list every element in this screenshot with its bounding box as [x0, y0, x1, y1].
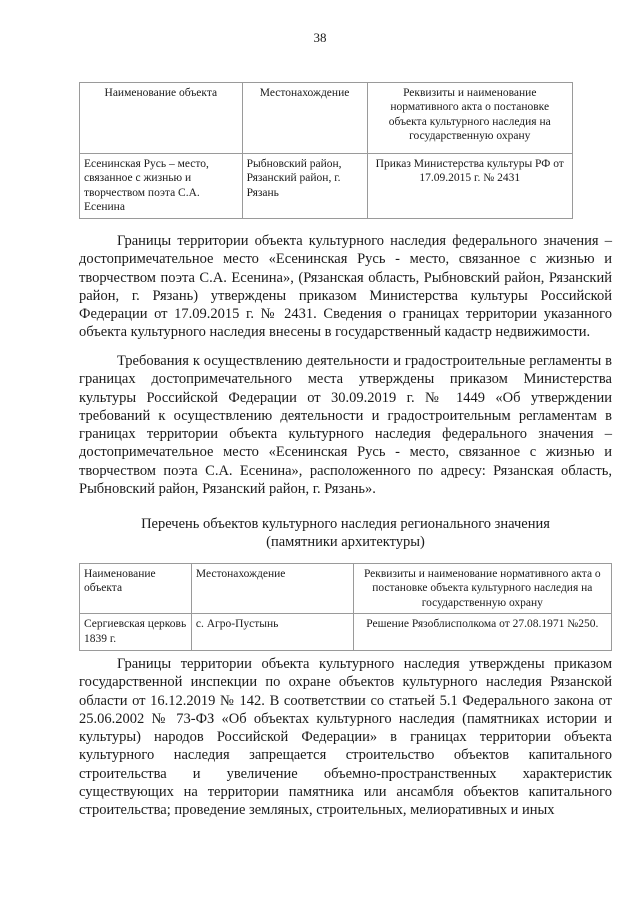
section-title-line: Перечень объектов культурного наследия регионального значения: [141, 516, 550, 532]
cell-location: Рыбновский район, Рязанский район, г. Рязань: [242, 154, 367, 219]
cell-object-name: Есенинская Русь – место, связанное с жизнью и творчеством поэта С.А. Есенина: [80, 154, 243, 219]
table-header-row: [80, 83, 573, 154]
header-object-name: Наименование объекта: [80, 83, 243, 154]
cell-location: с. Агро-Пустынь: [191, 614, 353, 651]
table-header-row: [80, 564, 612, 614]
header-location: Местонахождение: [191, 564, 353, 614]
section-title: [79, 515, 612, 552]
paragraph-text: Границы территории объекта культурного наследия утверждены приказом государственной инспекции по охране объектов культурного наследия Рязанской области от 16.12.2019 № 142. В соответствии со статьей 5.1 Федерального закона от 25.06.2002 № 73-ФЗ «Об объектах культурного наследия (памятниках истории и культуры) народов Российской Федерации» в границах территории объекта культурного наследия запрещается строительство объектов капитального строительства и увеличение объемно-пространственных характеристик существующих на территории памятника или ансамбля объектов капитального строительства; проведение земляных, строительных, мелиоративных и иных: [79, 656, 612, 819]
header-act: Реквизиты и наименование нормативного акта о постановке объекта культурного наследия на государственную охрану: [367, 83, 573, 154]
paragraph-regional-boundaries: [79, 655, 612, 820]
table-row: [80, 614, 612, 651]
header-act: Реквизиты и наименование нормативного акта о постановке объекта культурного наследия на государственную охрану: [353, 564, 611, 614]
cell-act: Приказ Министерства культуры РФ от 17.09.2015 г. № 2431: [367, 154, 573, 219]
section-subtitle-line: (памятники архитектуры): [266, 534, 425, 551]
cell-object-name: Сергиевская церковь 1839 г.: [80, 614, 192, 651]
header-location: Местонахождение: [242, 83, 367, 154]
page-number: 38: [313, 30, 327, 45]
cell-act: Решение Рязоблисполкома от 27.08.1971 №250.: [353, 614, 611, 651]
paragraph-requirements: [79, 352, 612, 498]
header-object-name: Наименование объекта: [80, 564, 192, 614]
table-row: [80, 154, 573, 219]
paragraph-federal-boundaries: [79, 232, 612, 342]
paragraph-text: Требования к осуществлению деятельности и градостроительные регламенты в границах достопримечательного места утверждены приказом Министерства культуры Российской Федерации от 30.09.2019 г. № 1449 «Об утверждении требований к осуществлению деятельности и градостроительным регламентам в границах территории объекта культурного наследия федерального значения – достопримечательное место «Есенинская Русь - место, связанное с жизнью и творчеством поэта С.А. Есенина», расположенного по адресу: Рязанская область, Рыбновский район, Рязанский район, г. Рязань».: [79, 353, 612, 498]
heritage-regional-table: [79, 563, 612, 651]
paragraph-text: Границы территории объекта культурного наследия федерального значения – достопримечательное место «Есенинская Русь - место, связанное с жизнью и творчеством поэта С.А. Есенина», (Рязанская область, Рыбновский район, Рязанский район, г. Рязань) утверждены приказом Министерства культуры Российской Федерации от 17.09.2015 г. № 2431. Сведения о границах территории указанного объекта культурного наследия внесены в государственный кадастр недвижимости.: [79, 233, 612, 341]
heritage-federal-table: [79, 82, 573, 219]
